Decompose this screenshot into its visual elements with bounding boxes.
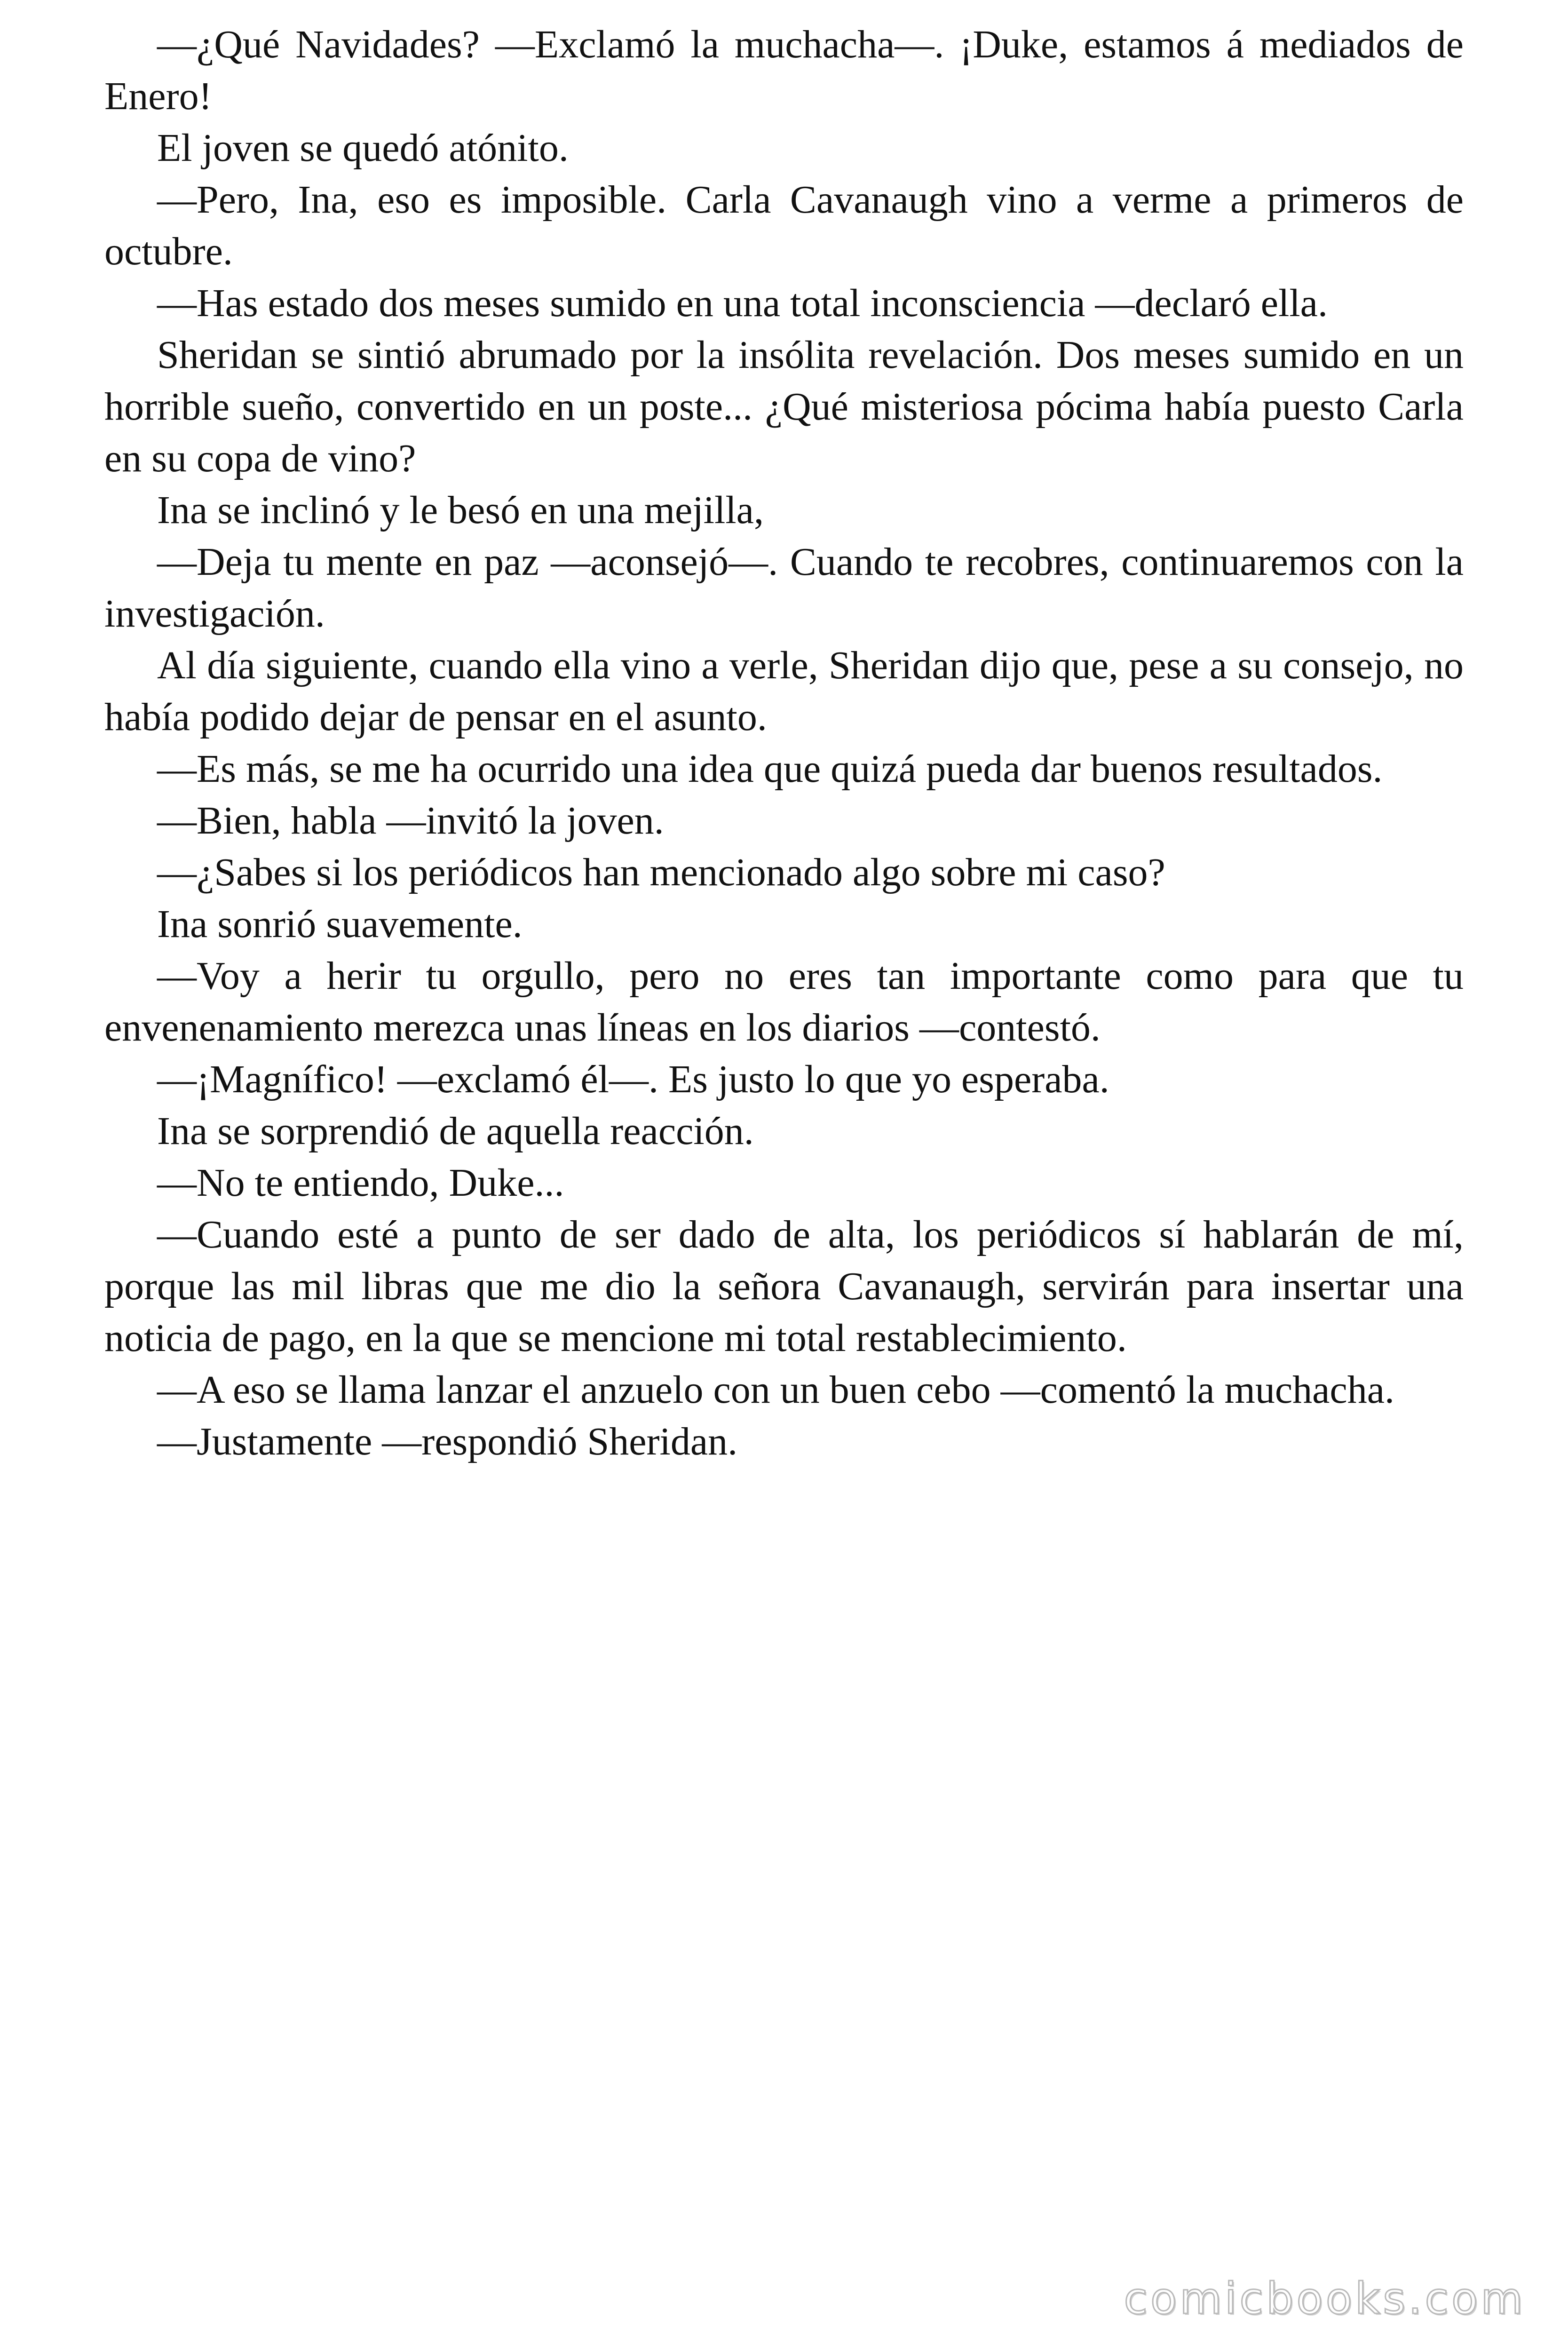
paragraph: —Has estado dos meses sumido en una total inconsciencia —declaró ella. [157,281,1328,325]
paragraph: —Pero, Ina, eso es imposible. Carla Cavanaugh vino a verme a primeros de octubre. [104,178,1464,273]
paragraph: —Bien, habla —invitó la joven. [157,799,664,842]
paragraph: —No te entiendo, Duke... [157,1161,564,1205]
paragraph: —Deja tu mente en paz —aconsejó—. Cuando te recobres, continuaremos con la investigación. [104,540,1464,636]
paragraph: —Cuando esté a punto de ser dado de alta, los periódicos sí hablarán de mí, porque las mil libras que me dio la señora Cavanaugh, servirán para insertar una noticia de pago, en la que se mencione mi total restablecimiento. [104,1213,1464,1360]
paragraph: Al día siguiente, cuando ella vino a verle, Sheridan dijo que, pese a su consejo, no había podido dejar de pensar en el asunto. [104,644,1464,739]
paragraph: Sheridan se sintió abrumado por la insólita revelación. Dos meses sumido en un horrible sueño, convertido en un poste... ¿Qué misteriosa pócima había puesto Carla en su copa de vino? [104,333,1464,480]
paragraph: —¿Qué Navidades? —Exclamó la muchacha—. ¡Duke, estamos á mediados de Enero! [104,23,1464,118]
paragraph: Ina sonrió suavemente. [157,902,523,946]
paragraph: El joven se quedó atónito. [157,126,569,170]
paragraph: —Voy a herir tu orgullo, pero no eres tan importante como para que tu envenenamiento merezca unas líneas en los diarios —contestó. [104,954,1464,1049]
paragraph: —Es más, se me ha ocurrido una idea que quizá pueda dar buenos resultados. [157,747,1383,791]
body-text [104,19,1464,1468]
paragraph: —¿Sabes si los periódicos han mencionado algo sobre mi caso? [157,850,1165,894]
paragraph: —Justamente —respondió Sheridan. [157,1420,738,1463]
paragraph: Ina se inclinó y le besó en una mejilla, [157,488,764,532]
paragraph: —¡Magnífico! —exclamó él—. Es justo lo que yo esperaba. [157,1057,1109,1101]
paragraph: —A eso se llama lanzar el anzuelo con un buen cebo —comentó la muchacha. [157,1368,1394,1412]
paragraph: Ina se sorprendió de aquella reacción. [157,1109,754,1153]
site-watermark: comicbooks.com [1124,2273,1526,2324]
